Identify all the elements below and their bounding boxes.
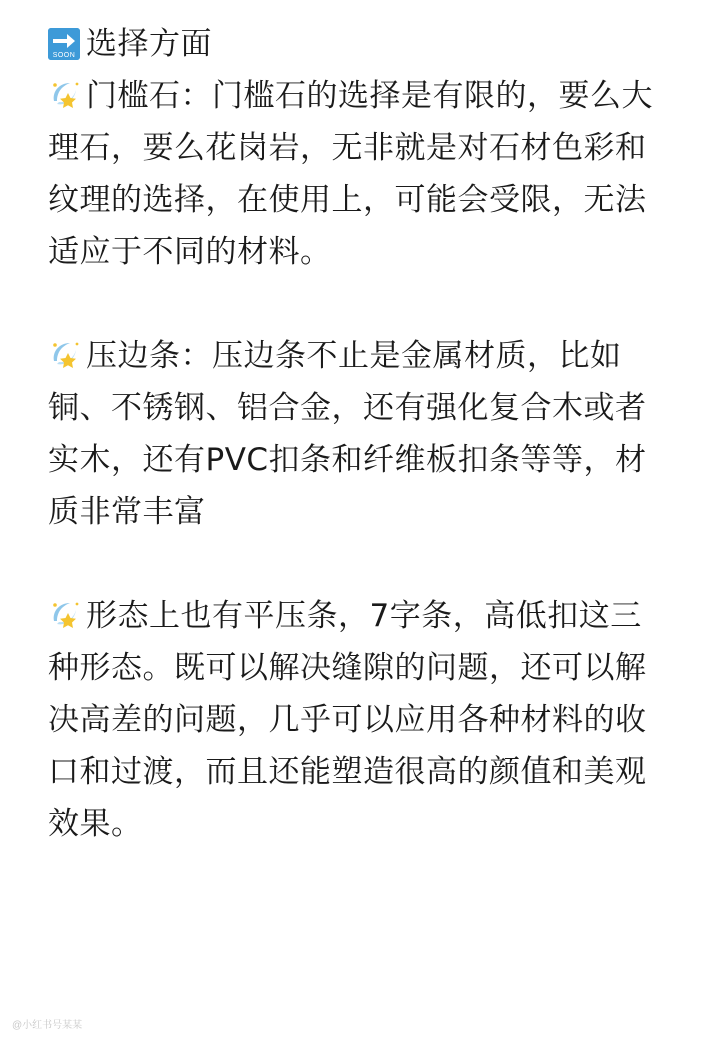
soon-icon-label: SOON bbox=[52, 52, 76, 59]
paragraph-text: 门槛石：门槛石的选择是有限的，要么大 bbox=[86, 78, 653, 114]
section-heading bbox=[48, 18, 678, 70]
sparkle-icon bbox=[48, 75, 82, 109]
paragraph-text: 压边条：压边条不止是金属材质，比如 bbox=[86, 338, 622, 374]
paragraph-line: 决高差的问题，几乎可以应用各种材料的收 bbox=[48, 702, 647, 738]
soon-arrow-icon bbox=[48, 28, 80, 60]
paragraph-line: 理石，要么花岗岩，无非就是对石材色彩和 bbox=[48, 130, 647, 166]
paragraph-line: 实木，还有PVC扣条和纤维板扣条等等，材 bbox=[48, 442, 647, 478]
paragraph-line bbox=[48, 330, 678, 382]
paragraph-edge-strip bbox=[48, 330, 678, 538]
sparkle-icon bbox=[48, 335, 82, 369]
paragraph-line: 质非常丰富 bbox=[48, 494, 206, 530]
watermark: @小红书号某某 bbox=[12, 1020, 83, 1031]
paragraph-gap bbox=[48, 538, 678, 590]
paragraph-line: 纹理的选择，在使用上，可能会受限，无法 bbox=[48, 182, 647, 218]
paragraph-shapes bbox=[48, 590, 678, 850]
paragraph-line: 铜、不锈钢、铝合金，还有强化复合木或者 bbox=[48, 390, 647, 426]
paragraph-gap bbox=[48, 278, 678, 330]
paragraph-text: 形态上也有平压条，7字条，高低扣这三 bbox=[86, 598, 642, 634]
heading-text: 选择方面 bbox=[86, 26, 212, 62]
paragraph-line: 种形态。既可以解决缝隙的问题，还可以解 bbox=[48, 650, 647, 686]
paragraph-line: 效果。 bbox=[48, 806, 143, 842]
sparkle-icon bbox=[48, 595, 82, 629]
paragraph-line: 适应于不同的材料。 bbox=[48, 234, 332, 270]
paragraph-line: 口和过渡，而且还能塑造很高的颜值和美观 bbox=[48, 754, 647, 790]
paragraph-line bbox=[48, 70, 678, 122]
paragraph-threshold-stone bbox=[48, 70, 678, 278]
article-content bbox=[48, 18, 678, 850]
paragraph-line bbox=[48, 590, 678, 642]
